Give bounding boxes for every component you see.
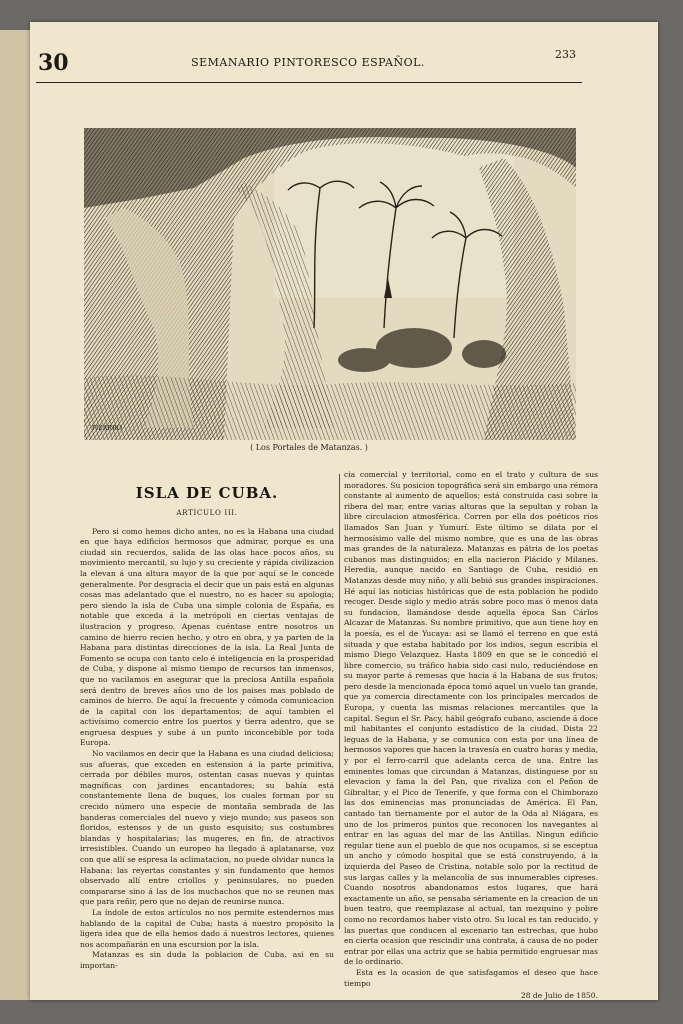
- paragraph: cia comercial y territorial, como en el trato y cultura de sus moradores. Su posicion topográfica será sin embargo una rémora constante al aumento de aquellos; está construida casi sobre la ribera del mar, entre varias alturas que la sepultan y roban la libre circulacion atmosférica. Corren por ella dos poéticos rios llamados San Juan y Yumurí. Este último se dilata por el hermosísimo valle del mismo nombre, que es una de las obras mas grandes de la naturaleza. Matanzas es pátria de los poetas cubanos mas distinguidos; en ella nacieron Plácido y Milanes. Heredia, aunque nacido en Santiago de Cuba, residió en Matanzas desde muy niño, y allí bebió sus grandes inspiraciones. Hé aquí las noticias históricas que de esta poblacion he podido recoger. Desde siglo y medio atrás sobre poco mas ó menos data su fundacion, llamándose desde aquella época San Cárlos Alcazar de Matanzas. Su nombre primitivo, que aun tiene hoy en la poesía, es el de Yucaya: asi se llamó el terreno en que está situada y que estaba habitado por los indios, segun escribia el mismo Diego Velazquez. Hasta 1809 en que se le concedió el libre comercio, su tráfico habia sido casi nulo, reduciéndose en su mayor parte á remesas que hacia á la Habana de sus frutos; pero desde la mencionada época tomó aquel un vuelo tan grande, que ya comercia directamente con los principales mercados de Europa, y cuenta las mismas relaciones mercantiles que la capital. Segun el Sr. Pacy, hábil geógrafo cubano, asciende á doce mil habitantes el conjunto estadístico de la ciudad. Dista 22 leguas de la Habana, y se comunica con esta por una línea de hermosos vapores que hacen la travesía en cuatro horas y media, y por el ferro-carril que adelanta cerca de una. Entre las eminentes lomas que circundan á Matanzas, distínguese por su elevacion y fama la del Pan, que rivaliza con el Peñon de Gibraltar, y el Pico de Tenerife, y que forma con el Chimborazo las dos eminencias mas pronunciadas de América. El Pan, cantado tan tiernamente por el autor de la Oda al Niágara, es uno de los primeros puntos que reconocen los navegantes al entrar en las aguas del mar de las Antillas. Ningun edificio regular tiene aun el pueblo de que nos ocupamos, si se esceptua un ancho y cómodo hospital que se está construyendo, á la izquierda del Paseo de Cristina, notable solo por la rectitud de sus largas calles y la melancolía de sus innumerables cipreses. Cuando nosotros abandonamos estos lugares, que hará exactamente un año, se pensaba sériamente en la creacion de un buen teatro, que reemplazase al actual, tan mezquino y pobre como no recordamos haber visto otro. Su local es tan reducido, y las puertas que conducen al escenario tan estrechas, que hubo en cierta ocasion que rescindir una contrata, á causa de no poder entrar por ellas una actriz que se habia permitido engruesar mas de lo ordinario.: [344, 470, 598, 967]
- engraver-signature: PIZARRO: [92, 424, 122, 432]
- page-number: 30: [38, 50, 69, 76]
- left-column: [80, 470, 334, 990]
- article-subtitle: ARTICULO III.: [176, 508, 238, 517]
- article-title: ISLA DE CUBA.: [135, 484, 279, 502]
- header-rule: [36, 82, 582, 83]
- journal-title: SEMANARIO PINTORESCO ESPAÑOL.: [191, 56, 425, 69]
- paragraph: Pero si como hemos dicho antes, no es la Habana una ciudad en que haya edificios hermosos que admirar, porque es una ciudad sin recuerdos, salida de las olas hace pocos años, su movimiento mercantil, su lujo y su creciente y rápida civilizacion la elevan á una altura mayor de la que por aquí se le concede generalmente. Por desgracia el decir que un pais está en algunas cosas mas adelantado que el nuestro, no es hacer su apologia; pero siendo la isla de Cuba una simple colonia de España, es notable que exceda á la metrópoli en ciertas ventajas de ilustracion y progreso. Apenas cuéntase entre nosotros un camino de hierro recien hecho, y otro en obra, y ya parten de la Habana para distintas direcciones de la isla. La Real Junta de Fomento se ocupa con tanto celo é inteligencia en la prosperidad de Cuba, y dispone al mismo tiempo de recursos tan inmensos, que no vacilamos en asegurar que la preciosa Antilla española será dentro de breves años uno de los paises mas poblado de caminos de hierro. De aquí la frecuente y cómoda comunicacion de la capital con los departamentos; de aquí tambien el activísimo comercio entre los puertos y tierra adentro, que se engruesa despues y sube á un punto inconcebible por toda Europa.: [80, 526, 334, 748]
- running-header: [36, 44, 580, 76]
- illustration-caption: ( Los Portales de Matanzas. ): [250, 443, 368, 452]
- paragraph: Matanzas es sin duda la poblacion de Cuba, asi en su importan-: [80, 950, 334, 970]
- paragraph: La índole de estos artículos no nos permite estendernos mas hablando de la capital de Cuba; hasta á nuestro propósito la ligera idea que de ella hemos dado á nuestros lectores, quienes nos acompañarán en una escursion por la isla.: [80, 907, 334, 949]
- article-date: 28 de Julio de 1850.: [520, 991, 598, 1001]
- paragraph: No vacilamos en decir que la Habana es una ciudad deliciosa; sus afueras, que exceden en estension á la parte primitiva, cerrada por débiles muros, ostentan casas nuevas y quintas magníficas con jardines encantadores; su bahía está constantemente llena de buques, los cuales forman por su crecido número una especie de montaña sembrada de las banderas comerciales del nuevo y viejo mundo; sus paseos son floridos, estensos y de un gusto esquisito; sus costumbres blandas y hospitalarias; las mugeres, en fin, de atractivos irresistibles. Cuando un europeo ha llegado á aplatanarse, voz con que allí se espresa la aclimatacion, no puede olvidar nunca la Habana: las reyertas constantes y sin fundamento que hemos observado allí entre criollos y peninsulares, no pueden compararse sino á las de los muchachos que no se reunen mas que para reñir, pero que no dejan de reunirse nunca.: [80, 749, 334, 907]
- right-column: [344, 470, 598, 1001]
- paragraph: Esta es la ocasion de que satisfagamos el deseo que hace tiempo: [344, 967, 598, 988]
- folio-number: 233: [555, 48, 576, 61]
- engraving-illustration: [84, 128, 576, 440]
- column-divider: [339, 474, 340, 929]
